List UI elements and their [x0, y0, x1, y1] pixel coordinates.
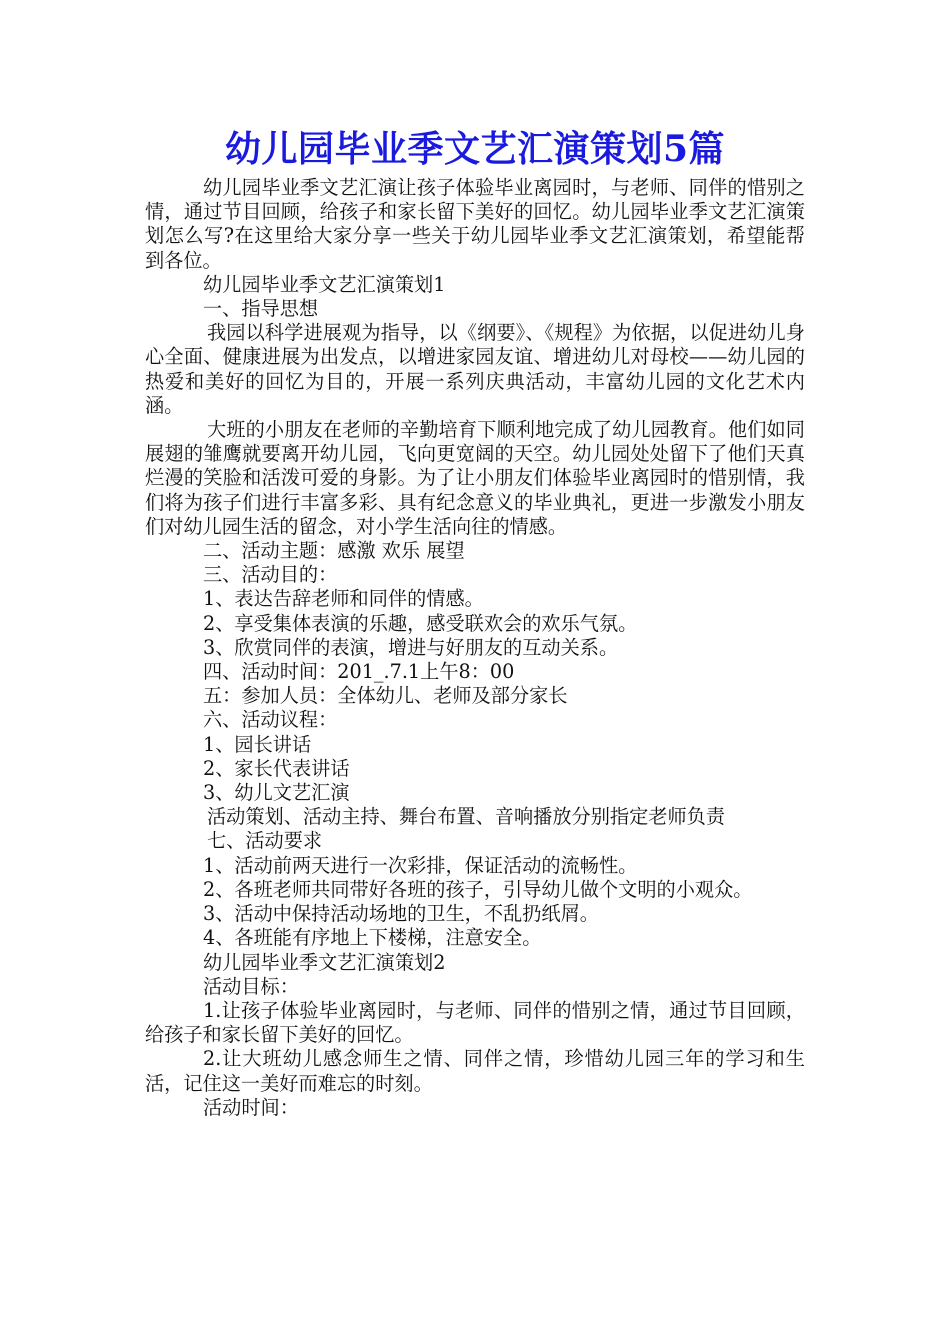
- subheading: 活动目标：: [203, 974, 299, 998]
- list-item: 2、享受集体表演的乐趣，感受联欢会的欢乐气氛。: [203, 611, 638, 635]
- list-item: 3、欣赏同伴的表演，增进与好朋友的互动关系。: [203, 635, 619, 659]
- document-title: 幼儿园毕业季文艺汇演策划5篇: [224, 128, 726, 170]
- subheading: 三、活动目的：: [203, 563, 338, 587]
- subheading: 一、指导思想: [203, 297, 319, 321]
- list-item: 1.让孩子体验毕业离园时，与老师、同伴的惜别之情，通过节目回顾，给孩子和家长留下美好的回忆。: [145, 998, 805, 1047]
- list-item: 1、园长讲话: [203, 732, 312, 756]
- section-heading: 幼儿园毕业季文艺汇演策划2: [203, 950, 446, 974]
- subheading: 七、活动要求: [207, 829, 323, 853]
- section-heading: 幼儿园毕业季文艺汇演策划1: [203, 272, 446, 296]
- list-item: 2、家长代表讲话: [203, 756, 350, 780]
- list-item: 3、幼儿文艺汇演: [203, 781, 350, 805]
- body-paragraph: 我园以科学进展观为指导，以《纲要》、《规程》为依据，以促进幼儿身心全面、健康进展为出发点，以增进家园友谊、增进幼儿对母校——幼儿园的热爱和美好的回忆为目的，开展一系列庆典活动，丰富幼儿园的文化艺术内涵。: [145, 321, 805, 417]
- list-item: 2、各班老师共同带好各班的孩子，引导幼儿做个文明的小观众。: [203, 877, 753, 901]
- subheading: 六、活动议程：: [203, 708, 338, 732]
- list-item: 4、各班能有序地上下楼梯，注意安全。: [203, 926, 542, 950]
- body-paragraph: 活动策划、活动主持、舞台布置、音响播放分别指定老师负责: [207, 805, 726, 829]
- subheading: 五：参加人员：全体幼儿、老师及部分家长: [203, 684, 568, 708]
- intro-paragraph: 幼儿园毕业季文艺汇演让孩子体验毕业离园时，与老师、同伴的惜别之情，通过节目回顾，给孩子和家长留下美好的回忆。幼儿园毕业季文艺汇演策划怎么写?在这里给大家分享一些关于幼儿园毕业季文艺汇演策划，希望能帮到各位。: [145, 176, 805, 272]
- subheading: 活动时间：: [203, 1095, 299, 1119]
- list-item: 2.让大班幼儿感念师生之情、同伴之情，珍惜幼儿园三年的学习和生活，记住这一美好而难忘的时刻。: [145, 1047, 805, 1095]
- body-paragraph: 大班的小朋友在老师的辛勤培育下顺利地完成了幼儿园教育。他们如同展翅的雏鹰就要离开幼儿园，飞向更宽阔的天空。幼儿园处处留下了他们天真烂漫的笑脸和活泼可爱的身影。为了让小朋友们体验毕业离园时的惜别情，我们将为孩子们进行丰富多彩、具有纪念意义的毕业典礼，更进一步激发小朋友们对幼儿园生活的留念，对小学生活向往的情感。: [145, 418, 805, 538]
- subheading: 二、活动主题：感激 欢乐 展望: [203, 539, 465, 563]
- list-item: 1、活动前两天进行一次彩排，保证活动的流畅性。: [203, 853, 638, 877]
- document-body: [145, 176, 805, 1120]
- list-item: 3、活动中保持活动场地的卫生，不乱扔纸屑。: [203, 902, 599, 926]
- subheading: 四、活动时间：201_.7.1上午8：00: [203, 660, 515, 684]
- list-item: 1、表达告辞老师和同伴的情感。: [203, 587, 484, 611]
